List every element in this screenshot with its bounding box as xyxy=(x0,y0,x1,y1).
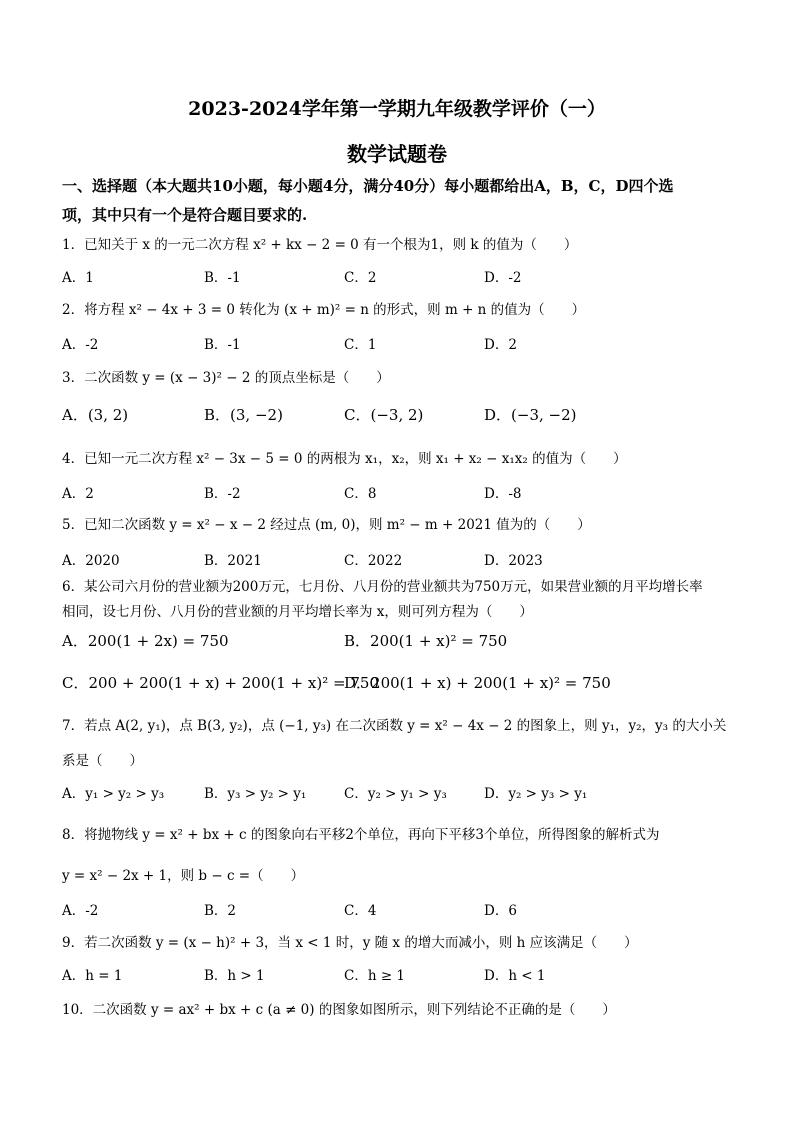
option-b: B．2021 xyxy=(204,553,262,569)
question-9-options xyxy=(62,964,752,986)
option-b: B．-1 xyxy=(204,270,241,286)
question-6-options-row2 xyxy=(62,672,752,694)
option-d: D．h < 1 xyxy=(484,968,546,984)
option-c: C．8 xyxy=(344,486,377,502)
option-c: C．1 xyxy=(344,337,377,353)
option-a: A．(3, 2) xyxy=(62,406,129,424)
question-2: 2．将方程 x² − 4x + 3 = 0 转化为 (x + m)² = n 的形式，则 m + n 的值为（ ） xyxy=(62,302,586,318)
option-b: B．(3, −2) xyxy=(204,406,283,424)
question-6-line1: 6．某公司六月份的营业额为200万元，七月份、八月份的营业额共为750万元，如果营业额的月平均增长率 xyxy=(62,579,703,595)
question-1-options xyxy=(62,266,752,288)
exam-title: 2023-2024学年第一学期九年级教学评价（一） xyxy=(188,98,606,120)
option-b: B．h > 1 xyxy=(204,968,265,984)
option-a: A．-2 xyxy=(62,337,99,353)
option-b: B．2 xyxy=(204,903,237,919)
option-c: C．4 xyxy=(344,903,377,919)
option-a: A．1 xyxy=(62,270,94,286)
option-c: C．y₂ > y₁ > y₃ xyxy=(344,786,447,802)
option-a: A．2020 xyxy=(62,553,120,569)
question-7-line2: 系是（ ） xyxy=(62,753,143,769)
option-b: B．200(1 + x)² = 750 xyxy=(344,632,508,650)
question-8-line1: 8．将抛物线 y = x² + bx + c 的图象向右平移2个单位，再向下平移3个单位，所得图象的解析式为 xyxy=(62,827,660,843)
option-c: C．200 + 200(1 + x) + 200(1 + x)² = 750 xyxy=(62,674,379,692)
section-heading-line1: 一、选择题（本大题共10小题，每小题4分，满分40分）每小题都给出A，B，C，D四个选 xyxy=(62,177,674,195)
question-7-line1: 7．若点 A(2, y₁)，点 B(3, y₂)，点 (−1, y₃) 在二次函数 y = x² − 4x − 2 的图象上，则 y₁，y₂，y₃ 的大小关 xyxy=(62,718,727,734)
option-a: A．200(1 + 2x) = 750 xyxy=(62,632,229,650)
question-4: 4．已知一元二次方程 x² − 3x − 5 = 0 的两根为 x₁，x₂，则 x₁ + x₂ − x₁x₂ 的值为（ ） xyxy=(62,451,627,467)
question-1: 1．已知关于 x 的一元二次方程 x² + kx − 2 = 0 有一个根为1，则 k 的值为（ ） xyxy=(62,237,578,253)
option-c: C．h ≥ 1 xyxy=(344,968,406,984)
option-d: D．2023 xyxy=(484,553,543,569)
option-c: C．(−3, 2) xyxy=(344,406,424,424)
question-5-options xyxy=(62,549,752,571)
question-6-line2: 相同，设七月份、八月份的营业额的月平均增长率为 x，则可列方程为（ ） xyxy=(62,604,533,620)
section-heading xyxy=(62,172,742,230)
question-4-options xyxy=(62,482,752,504)
question-8-options xyxy=(62,899,752,921)
option-a: A．2 xyxy=(62,486,94,502)
option-d: D．-8 xyxy=(484,486,522,502)
option-a: A．h = 1 xyxy=(62,968,123,984)
section-heading-line2: 项，其中只有一个是符合题目要求的. xyxy=(62,206,308,224)
question-3-options xyxy=(62,404,752,426)
option-d: D．-2 xyxy=(484,270,522,286)
option-d: D．6 xyxy=(484,903,517,919)
option-a: A．y₁ > y₂ > y₃ xyxy=(62,786,165,802)
question-9: 9．若二次函数 y = (x − h)² + 3，当 x < 1 时，y 随 x 的增大而减小，则 h 应该满足（ ） xyxy=(62,935,638,951)
question-7-options xyxy=(62,782,752,804)
option-d: D．200(1 + x) + 200(1 + x)² = 750 xyxy=(344,674,611,692)
option-d: D．2 xyxy=(484,337,517,353)
question-8-line2: y = x² − 2x + 1，则 b − c =（ ） xyxy=(62,868,305,884)
option-d: D．(−3, −2) xyxy=(484,406,577,424)
option-c: C．2 xyxy=(344,270,377,286)
option-d: D．y₂ > y₃ > y₁ xyxy=(484,786,588,802)
question-5: 5．已知二次函数 y = x² − x − 2 经过点 (m, 0)，则 m² − m + 2021 值为的（ ） xyxy=(62,517,591,533)
question-2-options xyxy=(62,333,752,355)
option-b: B．-2 xyxy=(204,486,241,502)
exam-subtitle: 数学试题卷 xyxy=(347,142,447,166)
option-b: B．y₃ > y₂ > y₁ xyxy=(204,786,307,802)
question-6-options-row1 xyxy=(62,630,752,652)
option-c: C．2022 xyxy=(344,553,403,569)
question-10: 10．二次函数 y = ax² + bx + c (a ≠ 0) 的图象如图所示，则下列结论不正确的是（ ） xyxy=(62,1002,616,1018)
option-b: B．-1 xyxy=(204,337,241,353)
question-3: 3．二次函数 y = (x − 3)² − 2 的顶点坐标是（ ） xyxy=(62,370,390,386)
option-a: A．-2 xyxy=(62,903,99,919)
